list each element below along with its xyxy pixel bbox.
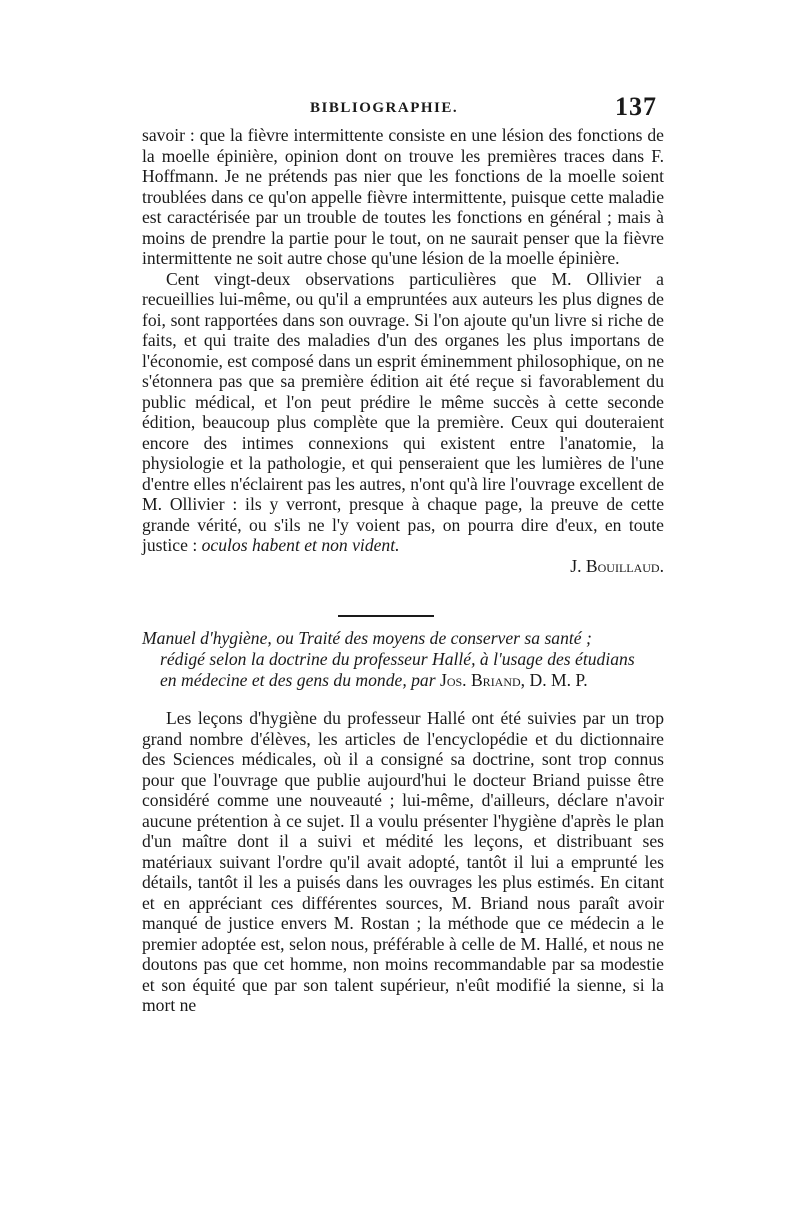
review1-paragraph1: savoir : que la fièvre intermittente consiste en une lésion des fonctions de la moelle épinière, opinion dont on trouve les premières traces dans F. Hoffmann. Je ne prétends pas nier que les fonctions de la moelle soient troublées dans ce qu'on appelle fièvre intermittente, puisque cette maladie est caractérisée par un trouble de toutes les fonctions en général ; mais à moins de prendre la partie pour le tout, on ne saurait penser que la fièvre intermittente ne soit autre chose qu'une lésion de la moelle épinière.	[142, 125, 664, 268]
page-header	[0, 92, 800, 122]
book-title	[142, 628, 664, 691]
review1-paragraph2-text: Cent vingt-deux observations particulières que M. Ollivier a recueillies lui-même, ou qu'il a empruntées aux auteurs les plus dignes de foi, sont rapportées dans son ouvrage. Si l'on ajoute qu'un livre si riche de faits, et qui traite des maladies d'un des organes les plus importans de l'économie, est composé dans un esprit éminemment philosophique, on ne s'étonnera pas que sa première édition ait été reçue si favorablement du public médical, et l'on peut prédire le même succès à cette seconde édition, beaucoup plus complète que la première. Ceux qui douteraient encore des intimes connexions qui existent entre l'anatomie, la physiologie et la pathologie, et qui penseraient que les lumières de l'une d'entre elles n'éclairent pas les autres, n'ont qu'à lire l'ouvrage excellent de M. Ollivier : ils y verront, presque à chaque page, la preuve de cette grande vérité, ou s'ils ne l'y voient pas, on pourra dire d'eux, en toute justice :	[142, 268, 664, 555]
signature: J. Bouillaud.	[570, 555, 664, 576]
title-line-3-text: en médecine et des gens du monde, par	[160, 670, 436, 690]
review1-paragraph2	[142, 269, 664, 556]
page-number: 137	[615, 92, 657, 121]
running-head: BIBLIOGRAPHIE.	[310, 100, 459, 116]
title-line-2: rédigé selon la doctrine du professeur Hallé, à l'usage des étudians	[160, 649, 635, 669]
book-author: Jos. Briand, D. M. P.	[439, 670, 588, 690]
review2-paragraph1: Les leçons d'hygiène du professeur Hallé ont été suivies par un trop grand nombre d'élèves, les articles de l'encyclopédie et du dictionnaire des Sciences médicales, où il a consigné sa doctrine, sont trop connus pour que l'ouvrage que publie aujourd'hui le docteur Briand puisse être considéré comme une nouveauté ; lui-même, d'ailleurs, déclare n'avoir aucune prétention à ce sujet. Il a voulu présenter l'hygiène d'après le plan d'un maître dont il a suivi et médité les leçons, et distribuant ses matériaux suivant l'ordre qu'il avait adopté, tantôt il lui a emprunté les détails, tantôt il les a puisés dans les ouvrages les plus estimés. En citant et en appréciant ces différentes sources, M. Briand nous paraît avoir manqué de justice envers M. Rostan ; la méthode que ce médecin a le premier adoptée est, selon nous, préférable à celle de M. Hallé, et nous ne doutons pas que cet homme, non moins recommandable par sa modestie et son équité que par son talent supérieur, n'eût modifié la sienne, si la mort ne	[142, 708, 664, 1015]
review-hygiene	[142, 708, 664, 1016]
latin-quote: oculos habent et non vident.	[201, 535, 400, 555]
title-line-1: Manuel d'hygiène, ou Traité des moyens de conserver sa santé ;	[142, 628, 592, 648]
review-bouillaud	[142, 125, 664, 576]
title-line-3	[142, 670, 664, 691]
section-divider	[338, 615, 434, 617]
